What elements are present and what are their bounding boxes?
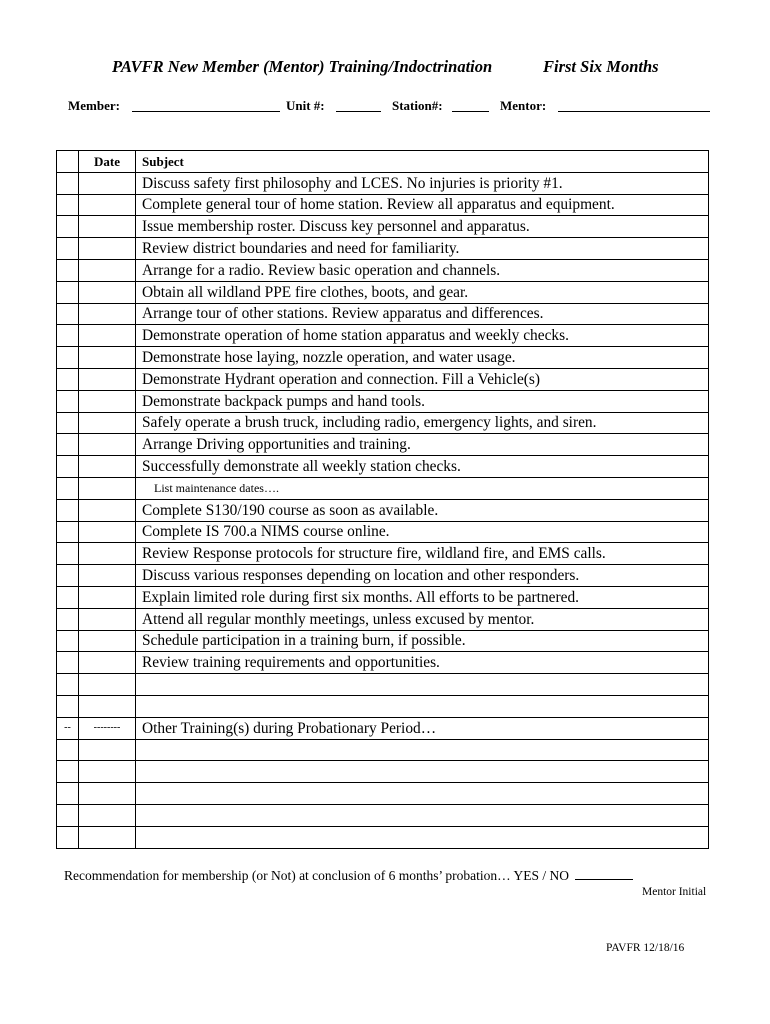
table-header-row	[57, 151, 709, 173]
subject-cell: Review Response protocols for structure fire, wildland fire, and EMS calls.	[136, 543, 709, 565]
check-cell[interactable]	[57, 303, 79, 325]
unit-field[interactable]	[336, 111, 381, 112]
table-row	[57, 761, 709, 783]
subject-cell: Schedule participation in a training burn, if possible.	[136, 630, 709, 652]
table-row	[57, 368, 709, 390]
subject-cell: Complete IS 700.a NIMS course online.	[136, 521, 709, 543]
unit-label: Unit #:	[286, 98, 325, 113]
date-cell[interactable]	[79, 804, 136, 826]
subject-cell: Demonstrate Hydrant operation and connection. Fill a Vehicle(s)	[136, 368, 709, 390]
subject-cell: Demonstrate backpack pumps and hand tools.	[136, 390, 709, 412]
subject-cell: Arrange tour of other stations. Review apparatus and differences.	[136, 303, 709, 325]
date-cell[interactable]	[79, 499, 136, 521]
subject-cell	[136, 804, 709, 826]
subject-cell	[136, 761, 709, 783]
subject-cell: Successfully demonstrate all weekly station checks.	[136, 456, 709, 478]
mentor-label: Mentor:	[500, 98, 547, 113]
check-cell[interactable]	[57, 434, 79, 456]
table-row	[57, 238, 709, 260]
subject-cell: Discuss safety first philosophy and LCES. No injuries is priority #1.	[136, 172, 709, 194]
subject-cell: Review district boundaries and need for familiarity.	[136, 238, 709, 260]
check-cell[interactable]	[57, 630, 79, 652]
table-row	[57, 783, 709, 805]
table-row	[57, 456, 709, 478]
date-cell[interactable]	[79, 739, 136, 761]
table-row	[57, 281, 709, 303]
table-row	[57, 216, 709, 238]
subject-cell: Explain limited role during first six months. All efforts to be partnered.	[136, 586, 709, 608]
date-header: Date	[79, 151, 136, 173]
date-cell[interactable]	[79, 325, 136, 347]
date-cell[interactable]	[79, 194, 136, 216]
table-row	[57, 499, 709, 521]
subject-cell: Arrange Driving opportunities and training.	[136, 434, 709, 456]
check-cell[interactable]	[57, 194, 79, 216]
mentor-field[interactable]	[558, 111, 710, 112]
subject-cell: Obtain all wildland PPE fire clothes, boots, and gear.	[136, 281, 709, 303]
date-cell[interactable]	[79, 630, 136, 652]
subject-cell: Complete general tour of home station. Review all apparatus and equipment.	[136, 194, 709, 216]
check-cell[interactable]	[57, 412, 79, 434]
table-row	[57, 412, 709, 434]
recommendation-text: Recommendation for membership (or Not) at conclusion of 6 months’ probation… YES / NO	[64, 868, 570, 883]
subject-cell	[136, 783, 709, 805]
date-cell[interactable]	[79, 434, 136, 456]
date-cell[interactable]: --------	[79, 717, 136, 739]
date-cell[interactable]	[79, 303, 136, 325]
subject-cell: Arrange for a radio. Review basic operation and channels.	[136, 259, 709, 281]
check-header-cell	[57, 151, 79, 173]
table-row	[57, 804, 709, 826]
document-title: PAVFR New Member (Mentor) Training/Indoctrination	[112, 57, 493, 76]
date-cell[interactable]	[79, 783, 136, 805]
check-cell[interactable]	[57, 652, 79, 674]
check-cell[interactable]	[57, 172, 79, 194]
check-cell[interactable]: --	[57, 717, 79, 739]
date-cell[interactable]	[79, 281, 136, 303]
date-cell[interactable]	[79, 456, 136, 478]
table-row	[57, 652, 709, 674]
date-cell[interactable]	[79, 390, 136, 412]
table-row	[57, 325, 709, 347]
mentor-initial-field[interactable]	[575, 879, 633, 880]
check-cell[interactable]	[57, 499, 79, 521]
member-label: Member:	[68, 98, 120, 113]
date-cell[interactable]	[79, 216, 136, 238]
date-cell[interactable]	[79, 674, 136, 696]
station-field[interactable]	[452, 111, 489, 112]
date-cell[interactable]	[79, 543, 136, 565]
table-row	[57, 608, 709, 630]
table-row	[57, 717, 709, 739]
date-cell[interactable]	[79, 826, 136, 848]
table-row	[57, 630, 709, 652]
subject-cell: Attend all regular monthly meetings, unless excused by mentor.	[136, 608, 709, 630]
mentor-initial-label: Mentor Initial	[642, 886, 707, 898]
date-cell[interactable]	[79, 368, 136, 390]
check-cell[interactable]	[57, 695, 79, 717]
check-cell[interactable]	[57, 543, 79, 565]
table-row	[57, 303, 709, 325]
member-info-line	[68, 98, 718, 118]
date-cell[interactable]	[79, 695, 136, 717]
table-row	[57, 674, 709, 696]
date-cell[interactable]	[79, 347, 136, 369]
check-cell[interactable]	[57, 826, 79, 848]
check-cell[interactable]	[57, 521, 79, 543]
check-cell[interactable]	[57, 325, 79, 347]
document-code: PAVFR 12/18/16	[606, 942, 685, 954]
document-period: First Six Months	[543, 57, 659, 76]
subject-cell	[136, 739, 709, 761]
check-cell[interactable]	[57, 281, 79, 303]
subject-cell: Issue membership roster. Discuss key personnel and apparatus.	[136, 216, 709, 238]
subject-header: Subject	[136, 151, 709, 173]
table-row	[57, 477, 709, 499]
table-row	[57, 543, 709, 565]
subject-cell	[136, 695, 709, 717]
station-label: Station#:	[392, 98, 443, 113]
table-row	[57, 521, 709, 543]
date-cell[interactable]	[79, 565, 136, 587]
check-cell[interactable]	[57, 238, 79, 260]
check-cell[interactable]	[57, 477, 79, 499]
check-cell[interactable]	[57, 586, 79, 608]
check-cell[interactable]	[57, 608, 79, 630]
date-cell[interactable]	[79, 412, 136, 434]
subject-cell: Review training requirements and opportunities.	[136, 652, 709, 674]
table-row	[57, 826, 709, 848]
subject-cell: Demonstrate hose laying, nozzle operation, and water usage.	[136, 347, 709, 369]
subject-cell: Complete S130/190 course as soon as available.	[136, 499, 709, 521]
member-field[interactable]	[132, 111, 280, 112]
subject-cell: Discuss various responses depending on location and other responders.	[136, 565, 709, 587]
table-row	[57, 586, 709, 608]
date-cell[interactable]	[79, 652, 136, 674]
check-cell[interactable]	[57, 739, 79, 761]
subject-cell: List maintenance dates….	[136, 477, 709, 499]
check-cell[interactable]	[57, 368, 79, 390]
date-cell[interactable]	[79, 521, 136, 543]
date-cell[interactable]	[79, 608, 136, 630]
check-cell[interactable]	[57, 783, 79, 805]
table-row	[57, 172, 709, 194]
table-row	[57, 194, 709, 216]
check-cell[interactable]	[57, 804, 79, 826]
check-cell[interactable]	[57, 259, 79, 281]
date-cell[interactable]	[79, 477, 136, 499]
check-cell[interactable]	[57, 674, 79, 696]
subject-cell: Other Training(s) during Probationary Period…	[136, 717, 709, 739]
subject-cell: Demonstrate operation of home station apparatus and weekly checks.	[136, 325, 709, 347]
table-row	[57, 347, 709, 369]
subject-cell	[136, 826, 709, 848]
table-row	[57, 259, 709, 281]
check-cell[interactable]	[57, 390, 79, 412]
check-cell[interactable]	[57, 761, 79, 783]
check-cell[interactable]	[57, 216, 79, 238]
check-cell[interactable]	[57, 347, 79, 369]
training-table	[56, 150, 709, 849]
table-row	[57, 565, 709, 587]
date-cell[interactable]	[79, 586, 136, 608]
date-cell[interactable]	[79, 259, 136, 281]
subject-cell: Safely operate a brush truck, including radio, emergency lights, and siren.	[136, 412, 709, 434]
table-row	[57, 695, 709, 717]
table-row	[57, 739, 709, 761]
date-cell[interactable]	[79, 238, 136, 260]
subject-cell	[136, 674, 709, 696]
table-row	[57, 390, 709, 412]
table-row	[57, 434, 709, 456]
date-cell[interactable]	[79, 761, 136, 783]
date-cell[interactable]	[79, 172, 136, 194]
check-cell[interactable]	[57, 565, 79, 587]
document-title-row	[0, 57, 770, 79]
check-cell[interactable]	[57, 456, 79, 478]
recommendation-line	[64, 868, 633, 884]
